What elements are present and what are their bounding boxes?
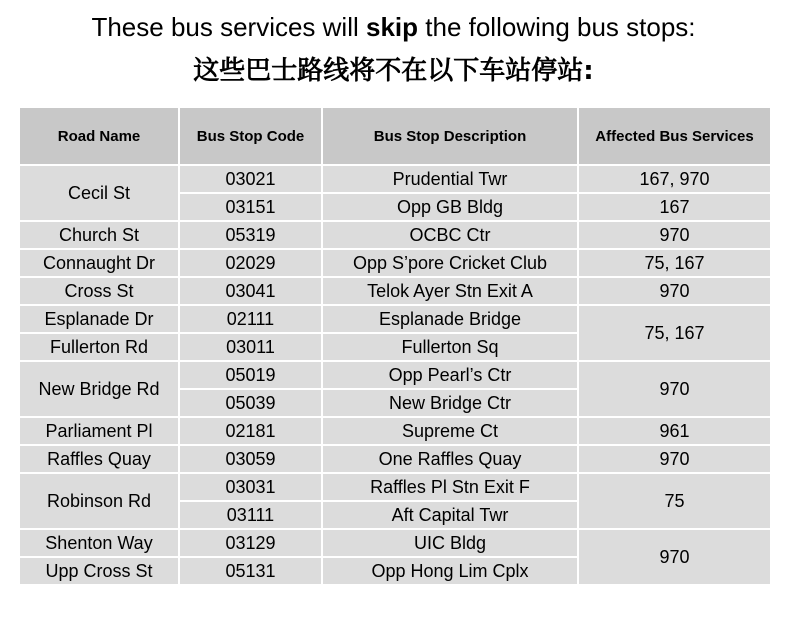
stop-description-cell: Opp GB Bldg bbox=[322, 193, 578, 221]
services-cell: 167 bbox=[578, 193, 771, 221]
road-name-cell: Cecil St bbox=[19, 165, 179, 221]
road-name-cell: Robinson Rd bbox=[19, 473, 179, 529]
table-row bbox=[19, 361, 771, 389]
table-row bbox=[19, 473, 771, 501]
stop-code-cell: 02111 bbox=[179, 305, 322, 333]
stop-code-cell: 05039 bbox=[179, 389, 322, 417]
services-cell: 167, 970 bbox=[578, 165, 771, 193]
stop-code-cell: 03041 bbox=[179, 277, 322, 305]
services-cell: 75, 167 bbox=[578, 305, 771, 361]
road-name-cell: Cross St bbox=[19, 277, 179, 305]
table-row bbox=[19, 529, 771, 557]
stop-code-cell: 05019 bbox=[179, 361, 322, 389]
stop-code-cell: 03021 bbox=[179, 165, 322, 193]
stop-code-cell: 05131 bbox=[179, 557, 322, 585]
stop-description-cell: Supreme Ct bbox=[322, 417, 578, 445]
stop-code-cell: 03129 bbox=[179, 529, 322, 557]
stop-code-cell: 03011 bbox=[179, 333, 322, 361]
road-name-cell: New Bridge Rd bbox=[19, 361, 179, 417]
stop-description-cell: Aft Capital Twr bbox=[322, 501, 578, 529]
services-cell: 970 bbox=[578, 277, 771, 305]
stop-code-cell: 03151 bbox=[179, 193, 322, 221]
stop-description-cell: Opp Pearl’s Ctr bbox=[322, 361, 578, 389]
stop-code-cell: 05319 bbox=[179, 221, 322, 249]
table-row bbox=[19, 445, 771, 473]
table-header-row bbox=[19, 107, 771, 165]
stop-description-cell: Telok Ayer Stn Exit A bbox=[322, 277, 578, 305]
road-name-cell: Esplanade Dr bbox=[19, 305, 179, 333]
table-row bbox=[19, 221, 771, 249]
header-bus-stop-description: Bus Stop Description bbox=[322, 107, 578, 165]
stop-description-cell: New Bridge Ctr bbox=[322, 389, 578, 417]
stop-code-cell: 02181 bbox=[179, 417, 322, 445]
table-row bbox=[19, 165, 771, 193]
header-affected-services: Affected Bus Services bbox=[578, 107, 771, 165]
header-bus-stop-code: Bus Stop Code bbox=[179, 107, 322, 165]
services-cell: 75 bbox=[578, 473, 771, 529]
stop-description-cell: Opp Hong Lim Cplx bbox=[322, 557, 578, 585]
stop-code-cell: 02029 bbox=[179, 249, 322, 277]
stop-description-cell: Raffles Pl Stn Exit F bbox=[322, 473, 578, 501]
stop-description-cell: Opp S’pore Cricket Club bbox=[322, 249, 578, 277]
road-name-cell: Parliament Pl bbox=[19, 417, 179, 445]
stop-code-cell: 03111 bbox=[179, 501, 322, 529]
heading-en-emphasis: skip bbox=[366, 12, 419, 42]
services-cell: 970 bbox=[578, 221, 771, 249]
road-name-cell: Fullerton Rd bbox=[19, 333, 179, 361]
services-cell: 961 bbox=[578, 417, 771, 445]
table-row bbox=[19, 417, 771, 445]
stop-description-cell: OCBC Ctr bbox=[322, 221, 578, 249]
heading-en-part1: These bus services will bbox=[91, 12, 366, 42]
stop-code-cell: 03031 bbox=[179, 473, 322, 501]
table-row bbox=[19, 277, 771, 305]
road-name-cell: Church St bbox=[19, 221, 179, 249]
services-cell: 75, 167 bbox=[578, 249, 771, 277]
heading-en-part2: the following bus stops: bbox=[418, 12, 696, 42]
stop-description-cell: Fullerton Sq bbox=[322, 333, 578, 361]
services-cell: 970 bbox=[578, 445, 771, 473]
road-name-cell: Upp Cross St bbox=[19, 557, 179, 585]
heading-chinese: 这些巴士路线将不在以下车站停站: bbox=[193, 56, 594, 86]
stop-description-cell: Prudential Twr bbox=[322, 165, 578, 193]
table-row bbox=[19, 249, 771, 277]
table-row bbox=[19, 305, 771, 333]
header-road-name: Road Name bbox=[19, 107, 179, 165]
road-name-cell: Shenton Way bbox=[19, 529, 179, 557]
bus-stop-table bbox=[18, 106, 772, 586]
stop-description-cell: One Raffles Quay bbox=[322, 445, 578, 473]
services-cell: 970 bbox=[578, 361, 771, 417]
stop-code-cell: 03059 bbox=[179, 445, 322, 473]
road-name-cell: Raffles Quay bbox=[19, 445, 179, 473]
heading-english bbox=[0, 10, 787, 44]
road-name-cell: Connaught Dr bbox=[19, 249, 179, 277]
stop-description-cell: Esplanade Bridge bbox=[322, 305, 578, 333]
services-cell: 970 bbox=[578, 529, 771, 585]
stop-description-cell: UIC Bldg bbox=[322, 529, 578, 557]
